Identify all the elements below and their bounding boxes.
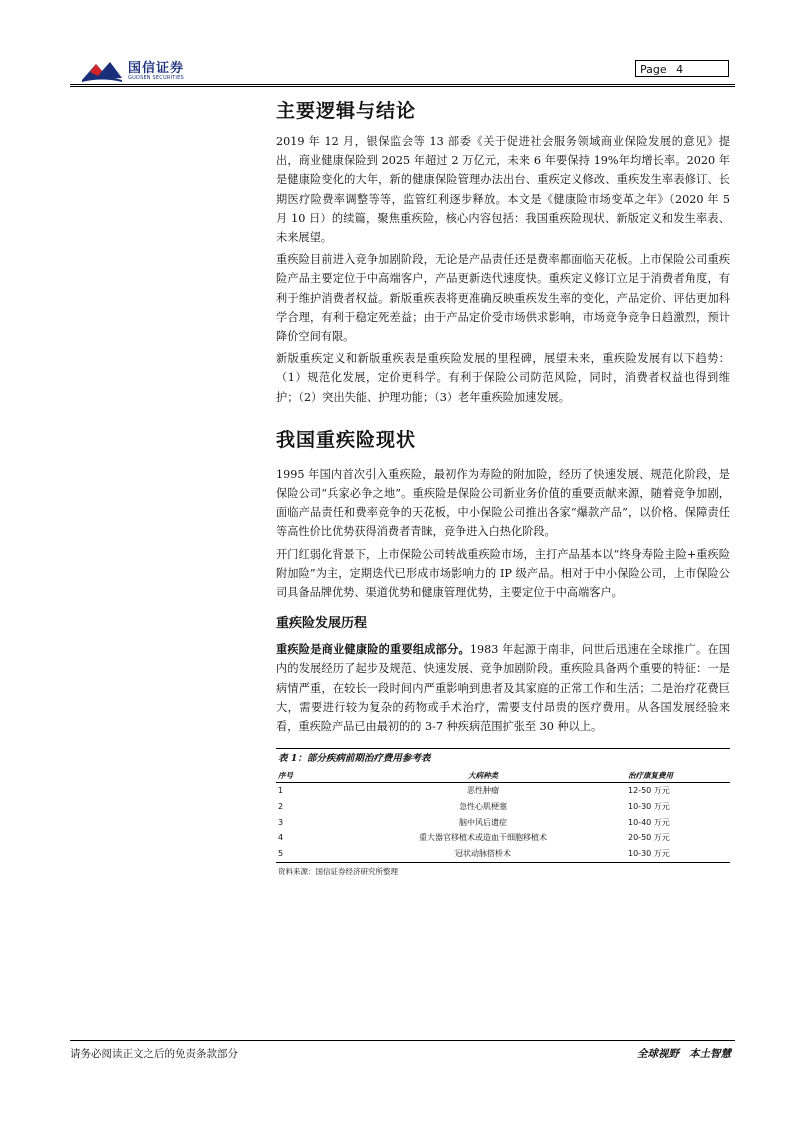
table-header: 序号 xyxy=(276,769,340,783)
company-logo xyxy=(80,56,200,84)
paragraph: 2019 年 12 月，银保监会等 13 部委《关于促进社会服务领域商业保险发展的意见》提出，商业健康保险到 2025 年超过 2 万亿元，未来 6 年要保持 19%年均增长率。2020 年是健康险变化的大年，新的健康保险管理办法出台、重疾定义修改、重疾发生率表修订、长期医疗险费率调整等等，监管红利逐步释放。本文是《健康险市场变革之年》（2020 年 5 月 10 日）的续篇，聚焦重疾险，核心内容包括：我国重疾险现状、新版定义和发生率表、未来展望。 xyxy=(276,135,730,245)
table-cell: 4 xyxy=(278,833,284,843)
table-cell: 12-50 万元 xyxy=(628,786,670,796)
logo-text: 国信证券 xyxy=(128,61,185,76)
table-row xyxy=(276,799,730,815)
footer-slogan xyxy=(637,1046,731,1061)
table-cell: 急性心肌梗塞 xyxy=(459,801,507,811)
table-caption: 表 1：部分疾病前期治疗费用参考表 xyxy=(278,753,431,765)
section-title-main-logic: 主要逻辑与结论 xyxy=(276,100,417,122)
table-header-row xyxy=(276,769,730,783)
page-indicator xyxy=(635,60,729,77)
table-cell: 1 xyxy=(278,786,284,796)
table-cell: 10-40 万元 xyxy=(628,817,670,827)
table-cell: 10-30 万元 xyxy=(628,801,670,811)
header-divider-secondary xyxy=(70,86,735,87)
header-divider xyxy=(70,84,735,85)
subsection-title-history: 重疾险发展历程 xyxy=(276,616,368,632)
footer-disclaimer: 请务必阅读正文之后的免责条款部分 xyxy=(70,1048,238,1060)
table-cell: 10-30 万元 xyxy=(628,849,670,859)
page-label: Page xyxy=(640,63,667,76)
table-cell: 重大器官移植术或造血干细胞移植术 xyxy=(419,833,547,843)
table-header: 治疗康复费用 xyxy=(626,769,730,783)
table-row xyxy=(276,846,730,862)
paragraph: 重疾险目前进入竞争加剧阶段，无论是产品责任还是费率都面临天花板。上市保险公司重疾险产品主要定位于中高端客户，产品更新迭代速度快。重疾定义修订立足于消费者角度，有利于维护消费者权益。新版重疾表将更准确反映重疾发生率的变化，产品定价、评估更加科学合理，有利于稳定死差益；由于产品定价受市场供求影响，市场竞争竞争日趋激烈，预计降价空间有限。 xyxy=(276,253,730,344)
table-header: 大病种类 xyxy=(340,769,626,783)
table-row xyxy=(276,830,730,846)
table-cell: 冠状动脉搭桥术 xyxy=(455,849,511,859)
page-number: 4 xyxy=(676,63,684,76)
bold-lead: 重疾险是商业健康险的重要组成部分。 xyxy=(276,642,470,657)
table-row xyxy=(276,815,730,831)
table-source: 资料来源：国信证券经济研究所整理 xyxy=(278,866,398,876)
section-title-status: 我国重疾险现状 xyxy=(276,428,417,451)
table-cell: 恶性肿瘤 xyxy=(467,786,499,796)
paragraph-rest: 1983 年起源于南非，问世后迅速在全球推广。在国内的发展经历了起步及规范、快速发展、竞争加剧阶段。重疾险具备两个重要的特征：一是病情严重，在较长一段时间内严重影响到患者及其家庭的正常工作和生活；二是治疗花费巨大，需要进行较为复杂的药物或手术治疗，需要支付昂贵的医疗费用。从各国发展经验来看，重疾险产品已由最初的的 3-7 种疾病范围扩张至 30 种以上。 xyxy=(276,643,730,734)
table-bottom-rule xyxy=(276,862,730,863)
table-cell: 2 xyxy=(278,801,284,811)
table-cell: 5 xyxy=(278,849,284,859)
logo-subtext: GUOSEN SECURITIES xyxy=(128,75,184,81)
footer-slogan-part: 本土智慧 xyxy=(689,1048,731,1060)
paragraph: 新版重疾定义和新版重疾表是重疾险发展的里程碑，展望未来，重疾险发展有以下趋势：（1）规范化发展，定价更科学。有利于保险公司防范风险，同时，消费者权益也得到维护；（2）突出失能、护理功能；（3）老年重疾险加速发展。 xyxy=(276,352,730,404)
footer-slogan-part: 全球视野 xyxy=(637,1048,679,1060)
table-cell: 20-50 万元 xyxy=(628,833,670,843)
table-row xyxy=(276,783,730,799)
paragraph: 开门红弱化背景下，上市保险公司转战重疾险市场，主打产品基本以“终身寿险主险+重疾险附加险”为主，定期迭代已形成市场影响力的 IP 级产品。相对于中小保险公司，上市保险公司具备品牌优势、渠道优势和健康管理优势，主要定位于中高端客户。 xyxy=(276,547,730,600)
paragraph xyxy=(276,640,730,736)
guosen-logo-icon xyxy=(80,56,124,84)
paragraph: 1995 年国内首次引入重疾险，最初作为寿险的附加险，经历了快速发展、规范化阶段，是保险公司“兵家必争之地”。重疾险是保险公司新业务价值的重要贡献来源，随着竞争加剧，面临产品责任和费率竞争的天花板，中小保险公司推出各家“爆款产品”，以价格、保障责任等高性价比优势获得消费者青睐，竞争进入白热化阶段。 xyxy=(276,467,730,539)
footer-divider xyxy=(70,1040,735,1041)
table-cell: 3 xyxy=(278,817,284,827)
cost-table xyxy=(276,769,730,862)
table-cell: 脑中风后遗症 xyxy=(459,817,507,827)
main-content xyxy=(276,98,730,879)
